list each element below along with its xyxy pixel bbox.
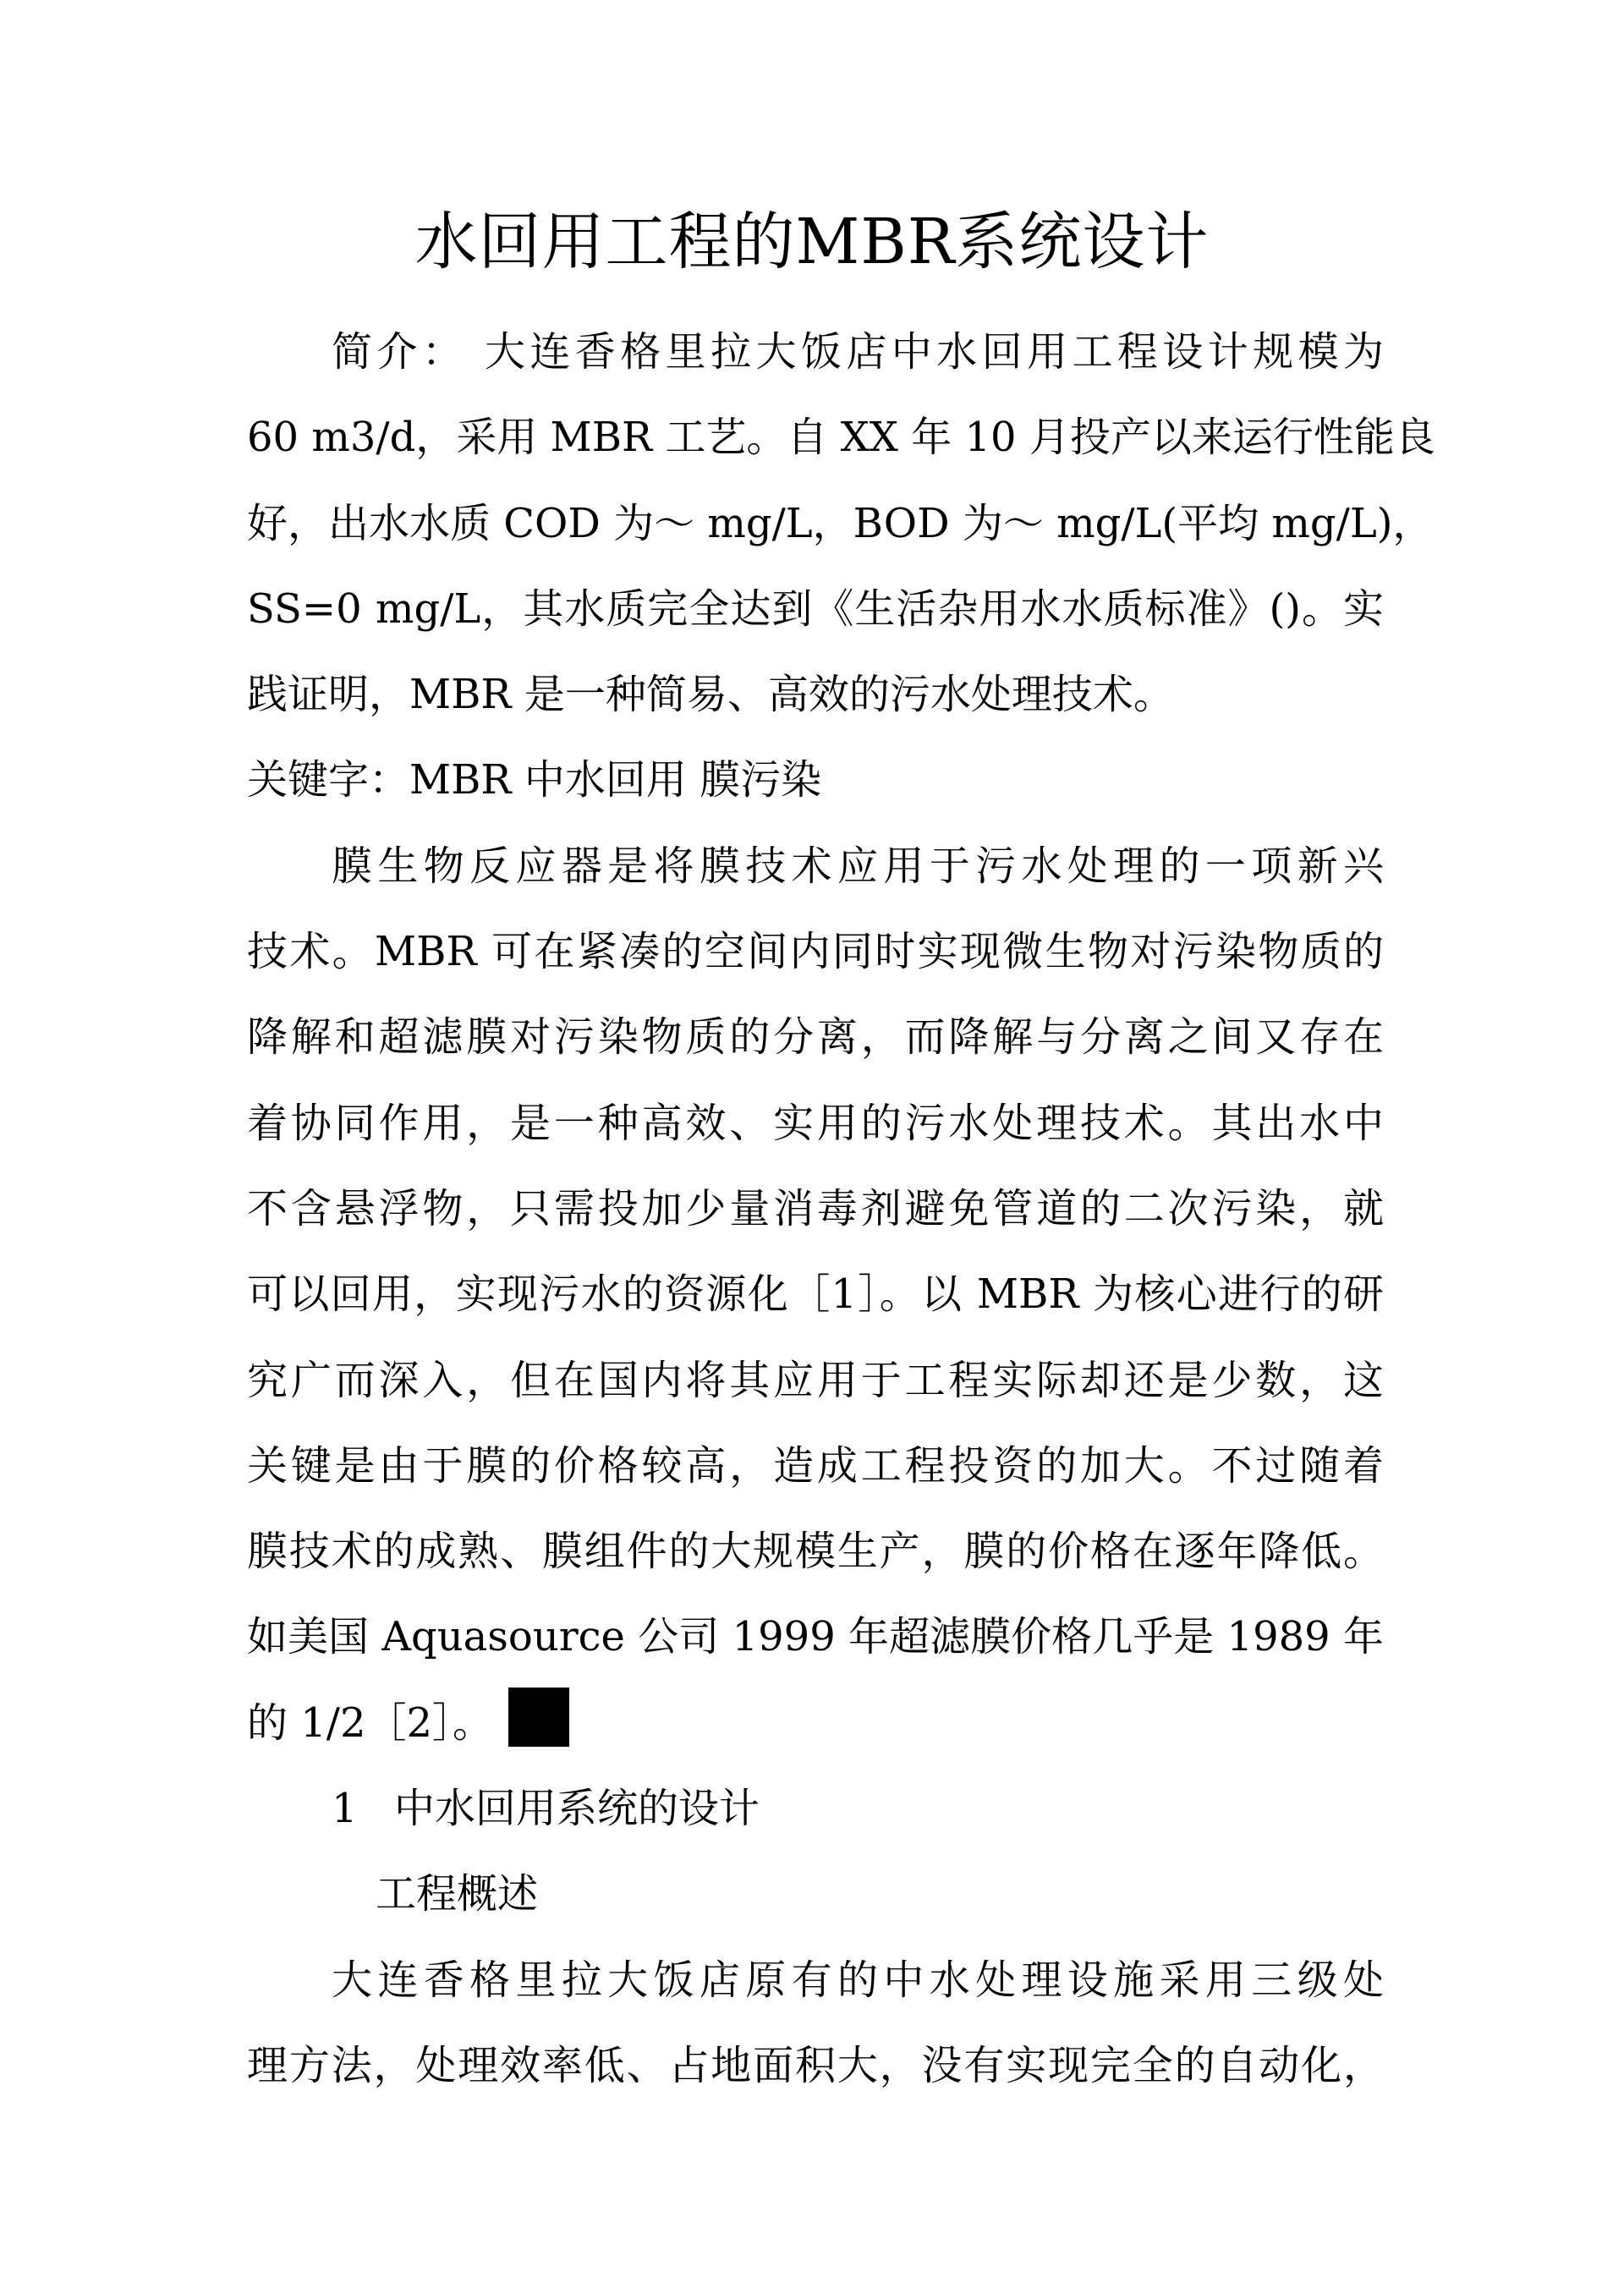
intro-line-text: 的 1/2［2］。	[247, 1699, 494, 1747]
document-title: 水回用工程的MBR系统设计	[414, 206, 1210, 278]
section-title: 中水回用系统的设计	[394, 1785, 760, 1833]
abstract-line: 好，出水水质 COD 为～ mg/L，BOD 为～ mg/L(平均 mg/L)，	[247, 499, 1434, 547]
subsection-heading: 工程概述	[376, 1870, 539, 1918]
abstract-line: 践证明，MBR 是一种简易、高效的污水处理技术。	[247, 671, 1174, 719]
overview-line: 理方法，处理效率低、占地面积大，没有实现完全的自动化，	[247, 2041, 1384, 2089]
section-number: 1	[332, 1785, 358, 1833]
intro-last-line	[247, 1681, 1384, 1766]
intro-line: 关键是由于膜的价格较高，造成工程投资的加大。不过随着	[247, 1441, 1384, 1490]
section-heading-1	[247, 1766, 1384, 1852]
intro-line: 降解和超滤膜对污染物质的分离，而降解与分离之间又存在	[247, 1013, 1384, 1062]
abstract-line: 简介： 大连香格里拉大饭店中水回用工程设计规模为	[332, 328, 1384, 376]
overview-line: 大连香格里拉大饭店原有的中水处理设施采用三级处	[332, 1956, 1384, 2004]
intro-line: 着协同作用，是一种高效、实用的污水处理技术。其出水中	[247, 1099, 1384, 1147]
intro-line: 膜生物反应器是将膜技术应用于污水处理的一项新兴	[332, 842, 1384, 890]
intro-line: 技术。MBR 可在紧凑的空间内同时实现微生物对污染物质的	[247, 928, 1384, 976]
intro-line: 可以回用，实现污水的资源化［1］。以 MBR 为核心进行的研	[247, 1270, 1384, 1319]
abstract-line: 60 m3/d，采用 MBR 工艺。自 XX 年 10 月投产以来运行性能良	[247, 414, 1435, 462]
keywords: 关键字：MBR 中水回用 膜污染	[247, 756, 822, 804]
intro-line: 膜技术的成熟、膜组件的大规模生产，膜的价格在逐年降低。	[247, 1528, 1384, 1576]
abstract-line: SS=0 mg/L，其水质完全达到《生活杂用水水质标准》()。实	[247, 584, 1384, 633]
intro-line: 如美国 Aquasource 公司 1999 年超滤膜价格几乎是 1989 年	[247, 1613, 1384, 1661]
abstract-block	[247, 310, 1435, 2109]
intro-line: 究广而深入，但在国内将其应用于工程实际却还是少数，这	[247, 1356, 1384, 1404]
intro-line: 不含悬浮物，只需投加少量消毒剂避免管道的二次污染，就	[247, 1184, 1384, 1232]
redaction-block	[508, 1688, 569, 1747]
